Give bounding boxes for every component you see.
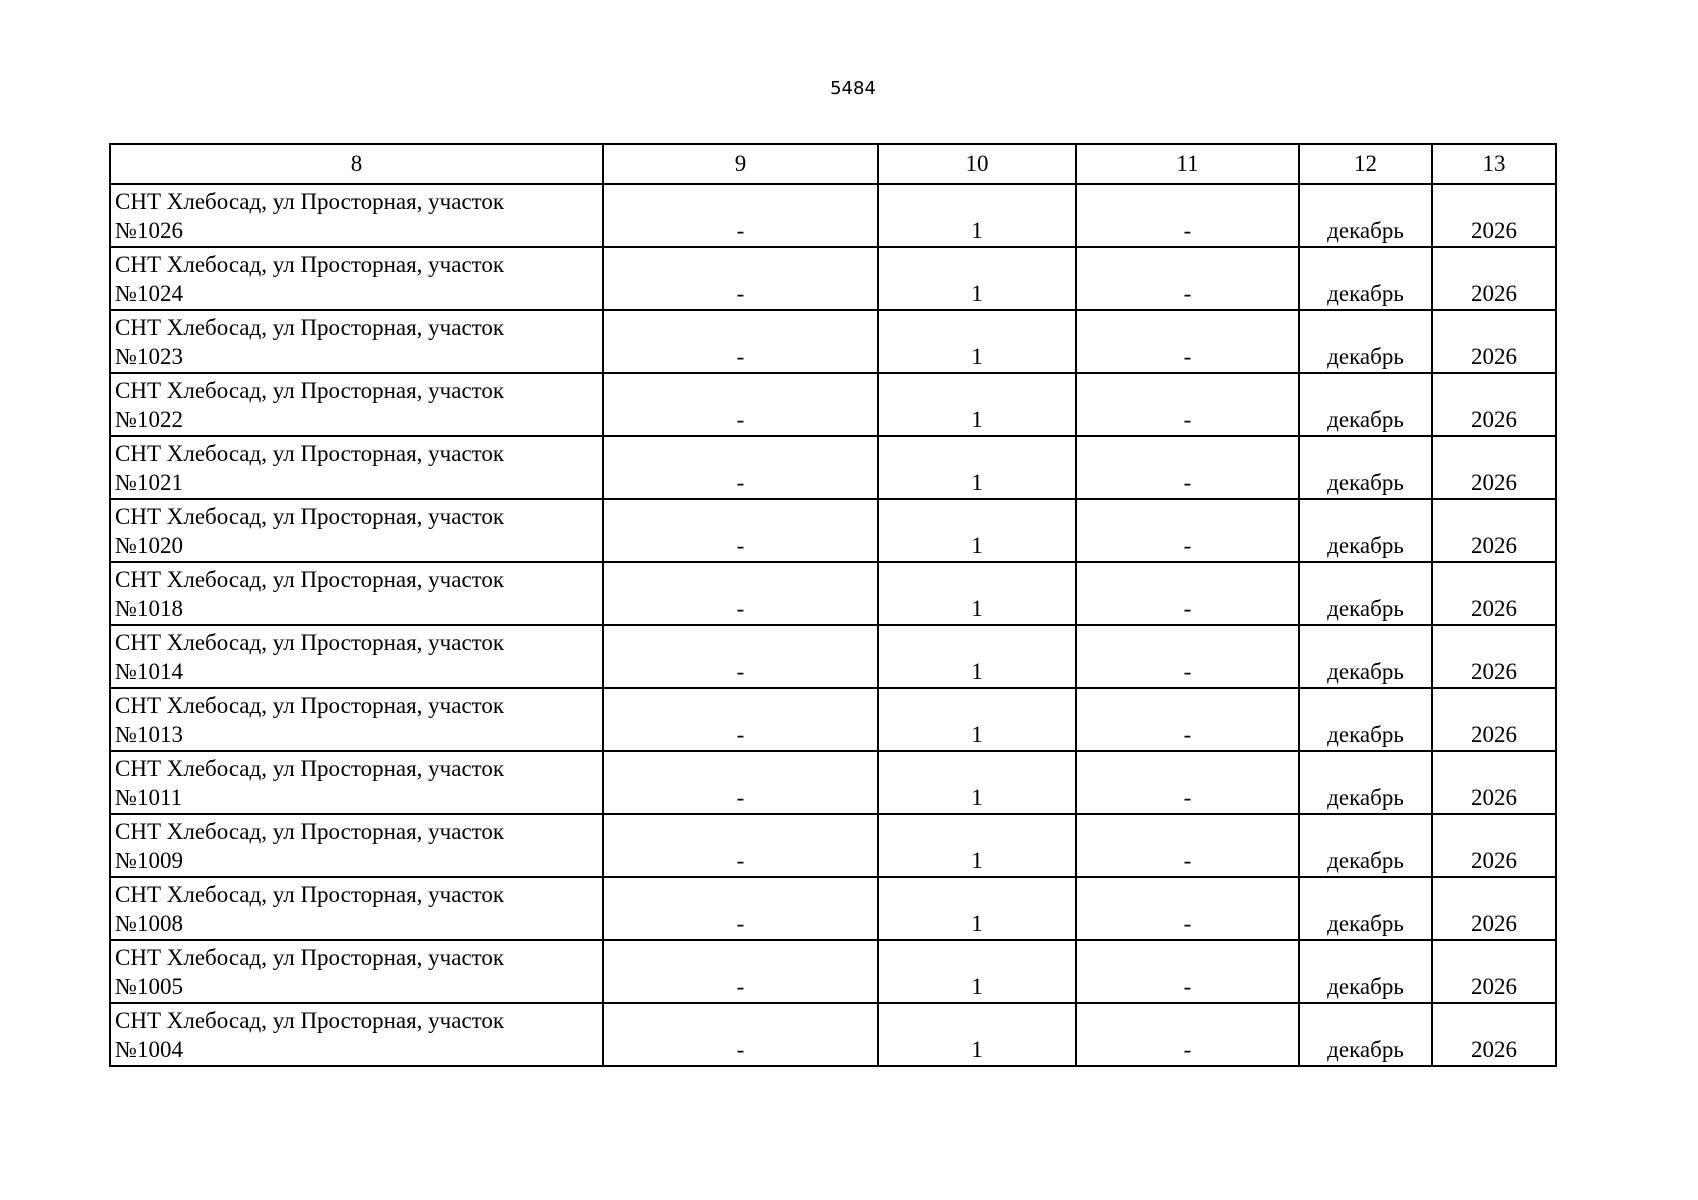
- year-cell: 2026: [1432, 688, 1556, 751]
- address-cell: [110, 373, 603, 436]
- table-row: [110, 247, 1556, 310]
- col9-cell: -: [603, 499, 878, 562]
- col10-cell: 1: [878, 814, 1076, 877]
- col9-cell: -: [603, 184, 878, 247]
- col10-cell: 1: [878, 1003, 1076, 1066]
- table-row: [110, 877, 1556, 940]
- table-row: [110, 499, 1556, 562]
- table-row: [110, 814, 1556, 877]
- col10-cell: 1: [878, 247, 1076, 310]
- col11-cell: -: [1076, 310, 1299, 373]
- col9-cell: -: [603, 436, 878, 499]
- month-cell: декабрь: [1299, 940, 1432, 1003]
- month-cell: декабрь: [1299, 814, 1432, 877]
- address-line: СНТ Хлебосад, ул Просторная, участок: [115, 567, 505, 592]
- col10-cell: 1: [878, 499, 1076, 562]
- col9-cell: -: [603, 1003, 878, 1066]
- col9-cell: -: [603, 310, 878, 373]
- col9-cell: -: [603, 247, 878, 310]
- col10-cell: 1: [878, 436, 1076, 499]
- month-cell: декабрь: [1299, 247, 1432, 310]
- plot-number: №1022: [115, 407, 183, 432]
- plot-number: №1009: [115, 848, 183, 873]
- address-cell: [110, 877, 603, 940]
- month-cell: декабрь: [1299, 562, 1432, 625]
- month-cell: декабрь: [1299, 184, 1432, 247]
- table-row: [110, 562, 1556, 625]
- address-line: СНТ Хлебосад, ул Просторная, участок: [115, 504, 505, 529]
- col10-cell: 1: [878, 751, 1076, 814]
- column-header: 9: [603, 144, 878, 184]
- address-cell: [110, 814, 603, 877]
- address-cell: [110, 436, 603, 499]
- address-cell: [110, 499, 603, 562]
- year-cell: 2026: [1432, 814, 1556, 877]
- col9-cell: -: [603, 625, 878, 688]
- plot-number: №1018: [115, 596, 183, 621]
- table-row: [110, 688, 1556, 751]
- address-cell: [110, 625, 603, 688]
- address-line: СНТ Хлебосад, ул Просторная, участок: [115, 882, 505, 907]
- plot-number: №1023: [115, 344, 183, 369]
- col10-cell: 1: [878, 310, 1076, 373]
- col11-cell: -: [1076, 247, 1299, 310]
- col11-cell: -: [1076, 499, 1299, 562]
- address-cell: [110, 688, 603, 751]
- plot-number: №1021: [115, 470, 183, 495]
- month-cell: декабрь: [1299, 877, 1432, 940]
- col10-cell: 1: [878, 940, 1076, 1003]
- col10-cell: 1: [878, 625, 1076, 688]
- year-cell: 2026: [1432, 499, 1556, 562]
- col11-cell: -: [1076, 751, 1299, 814]
- year-cell: 2026: [1432, 877, 1556, 940]
- address-cell: [110, 310, 603, 373]
- col9-cell: -: [603, 751, 878, 814]
- address-cell: [110, 1003, 603, 1066]
- month-cell: декабрь: [1299, 499, 1432, 562]
- year-cell: 2026: [1432, 310, 1556, 373]
- plot-number: №1011: [115, 785, 183, 810]
- table-header: [110, 144, 1556, 184]
- col10-cell: 1: [878, 562, 1076, 625]
- table-row: [110, 625, 1556, 688]
- year-cell: 2026: [1432, 940, 1556, 1003]
- col11-cell: -: [1076, 688, 1299, 751]
- address-line: СНТ Хлебосад, ул Просторная, участок: [115, 189, 505, 214]
- month-cell: декабрь: [1299, 373, 1432, 436]
- plot-number: №1014: [115, 659, 183, 684]
- col11-cell: -: [1076, 373, 1299, 436]
- year-cell: 2026: [1432, 184, 1556, 247]
- address-line: СНТ Хлебосад, ул Просторная, участок: [115, 945, 505, 970]
- table-row: [110, 940, 1556, 1003]
- col11-cell: -: [1076, 940, 1299, 1003]
- plot-number: №1020: [115, 533, 183, 558]
- address-line: СНТ Хлебосад, ул Просторная, участок: [115, 819, 505, 844]
- col10-cell: 1: [878, 373, 1076, 436]
- column-header: 13: [1432, 144, 1556, 184]
- col10-cell: 1: [878, 877, 1076, 940]
- data-table: [109, 143, 1557, 1067]
- address-cell: [110, 751, 603, 814]
- header-row: [110, 144, 1556, 184]
- plot-number: №1004: [115, 1037, 183, 1062]
- address-cell: [110, 184, 603, 247]
- table-row: [110, 184, 1556, 247]
- table-row: [110, 1003, 1556, 1066]
- table-row: [110, 436, 1556, 499]
- column-header: 11: [1076, 144, 1299, 184]
- year-cell: 2026: [1432, 751, 1556, 814]
- col9-cell: -: [603, 940, 878, 1003]
- year-cell: 2026: [1432, 373, 1556, 436]
- year-cell: 2026: [1432, 436, 1556, 499]
- address-cell: [110, 247, 603, 310]
- address-line: СНТ Хлебосад, ул Просторная, участок: [115, 378, 505, 403]
- col11-cell: -: [1076, 625, 1299, 688]
- month-cell: декабрь: [1299, 625, 1432, 688]
- address-cell: [110, 562, 603, 625]
- col9-cell: -: [603, 562, 878, 625]
- col11-cell: -: [1076, 436, 1299, 499]
- table-row: [110, 751, 1556, 814]
- month-cell: декабрь: [1299, 688, 1432, 751]
- table-row: [110, 310, 1556, 373]
- col9-cell: -: [603, 373, 878, 436]
- col10-cell: 1: [878, 688, 1076, 751]
- address-line: СНТ Хлебосад, ул Просторная, участок: [115, 1008, 505, 1033]
- col9-cell: -: [603, 814, 878, 877]
- table-row: [110, 373, 1556, 436]
- plot-number: №1024: [115, 281, 183, 306]
- year-cell: 2026: [1432, 247, 1556, 310]
- plot-number: №1013: [115, 722, 183, 747]
- address-cell: [110, 940, 603, 1003]
- column-header: 12: [1299, 144, 1432, 184]
- month-cell: декабрь: [1299, 310, 1432, 373]
- month-cell: декабрь: [1299, 751, 1432, 814]
- plot-number: №1008: [115, 911, 183, 936]
- address-line: СНТ Хлебосад, ул Просторная, участок: [115, 315, 505, 340]
- col10-cell: 1: [878, 184, 1076, 247]
- col11-cell: -: [1076, 562, 1299, 625]
- month-cell: декабрь: [1299, 1003, 1432, 1066]
- col11-cell: -: [1076, 1003, 1299, 1066]
- table-body: [110, 184, 1556, 1066]
- plot-number: №1005: [115, 974, 183, 999]
- year-cell: 2026: [1432, 625, 1556, 688]
- year-cell: 2026: [1432, 1003, 1556, 1066]
- column-header: 8: [110, 144, 603, 184]
- year-cell: 2026: [1432, 562, 1556, 625]
- month-cell: декабрь: [1299, 436, 1432, 499]
- address-line: СНТ Хлебосад, ул Просторная, участок: [115, 252, 505, 277]
- address-line: СНТ Хлебосад, ул Просторная, участок: [115, 441, 505, 466]
- page-number: 5484: [830, 78, 876, 99]
- column-header: 10: [878, 144, 1076, 184]
- col9-cell: -: [603, 877, 878, 940]
- plot-number: №1026: [115, 218, 183, 243]
- address-line: СНТ Хлебосад, ул Просторная, участок: [115, 693, 505, 718]
- col11-cell: -: [1076, 184, 1299, 247]
- col9-cell: -: [603, 688, 878, 751]
- address-line: СНТ Хлебосад, ул Просторная, участок: [115, 756, 505, 781]
- address-line: СНТ Хлебосад, ул Просторная, участок: [115, 630, 505, 655]
- col11-cell: -: [1076, 814, 1299, 877]
- col11-cell: -: [1076, 877, 1299, 940]
